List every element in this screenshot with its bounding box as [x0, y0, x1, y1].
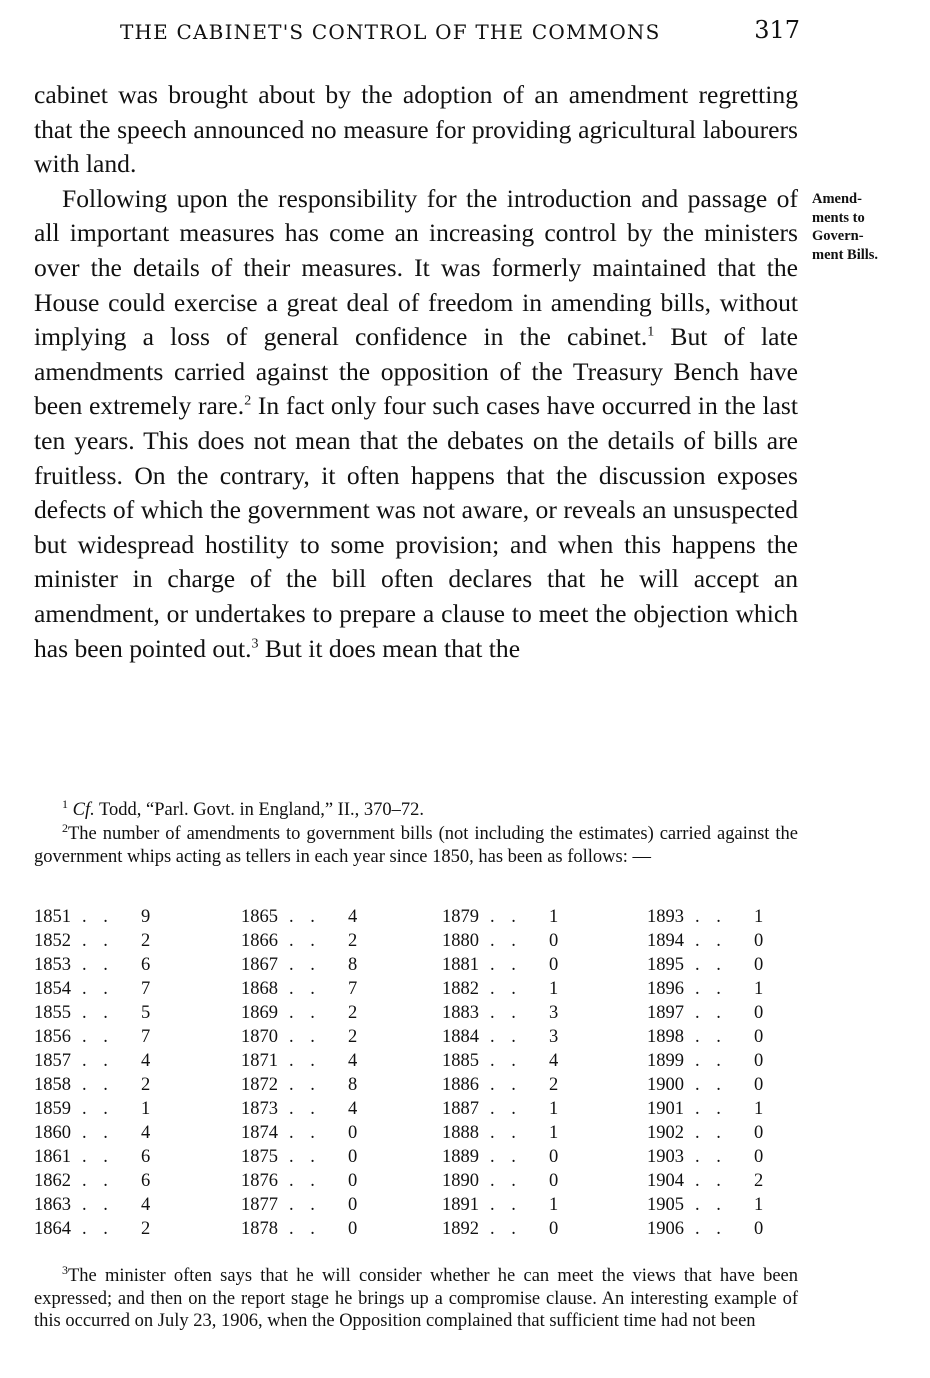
table-count: 0	[348, 1123, 358, 1143]
table-count: 2	[348, 1003, 358, 1023]
paragraph-amendments	[34, 182, 798, 666]
table-count: 2	[141, 1075, 151, 1095]
table-leader-dots: . .	[289, 1003, 321, 1023]
table-leader-dots: . .	[490, 1075, 522, 1095]
table-row	[442, 1169, 622, 1193]
table-count: 0	[754, 1075, 764, 1095]
table-count: 4	[141, 1051, 151, 1071]
amendments-table	[34, 905, 798, 1245]
table-row	[34, 905, 214, 929]
table-year: 1890	[442, 1171, 479, 1191]
table-year: 1866	[241, 931, 278, 951]
table-leader-dots: . .	[82, 1123, 114, 1143]
table-row	[34, 929, 214, 953]
table-count: 6	[141, 1171, 151, 1191]
table-row	[647, 1097, 827, 1121]
table-year: 1860	[34, 1123, 71, 1143]
table-year: 1861	[34, 1147, 71, 1167]
footnote-mark: 3	[62, 1262, 68, 1277]
table-leader-dots: . .	[289, 1147, 321, 1167]
table-leader-dots: . .	[490, 1027, 522, 1047]
table-year: 1852	[34, 931, 71, 951]
table-year: 1896	[647, 979, 684, 999]
paragraph-continued: cabinet was brought about by the adoption of an amendment regretting that the speech announced no measure for providing agricultural labourers with land.	[34, 80, 798, 179]
table-year: 1867	[241, 955, 278, 975]
table-count: 7	[348, 979, 358, 999]
table-count: 4	[348, 907, 358, 927]
table-leader-dots: . .	[289, 1123, 321, 1143]
paragraph-text: Following upon the responsibility for the introduction and passage of all important measures has come an increasing control by the ministers over the details of their measures. It was formerly maintained that the House could exercise a great deal of freedom in amending bills, without implying a loss of general confidence in the cabinet.	[34, 183, 798, 352]
table-year: 1875	[241, 1147, 278, 1167]
table-count: 8	[348, 955, 358, 975]
table-year: 1857	[34, 1051, 71, 1071]
table-leader-dots: . .	[490, 931, 522, 951]
table-count: 0	[754, 1147, 764, 1167]
table-count: 2	[549, 1075, 559, 1095]
table-row	[442, 1193, 622, 1217]
table-leader-dots: . .	[289, 955, 321, 975]
table-year: 1894	[647, 931, 684, 951]
table-year: 1892	[442, 1219, 479, 1239]
table-year: 1880	[442, 931, 479, 951]
footnote-ref-3: 3	[251, 635, 259, 651]
paragraph-text: In fact only four such cases have occurred in the last ten years. This does not mean that the debates on the details of bills are fruitless. On the contrary, it often happens that the discussion exposes defects of which the government was not aware, or reveals an unsuspected but widespread hostility to some provision; and when this happens the minister in charge of the bill often declares that he will accept an amendment, or undertakes to prepare a clause to meet the objection which has been pointed out.	[34, 391, 799, 663]
table-count: 0	[348, 1171, 358, 1191]
table-count: 1	[549, 979, 559, 999]
table-leader-dots: . .	[695, 1027, 727, 1047]
table-leader-dots: . .	[490, 1195, 522, 1215]
table-column	[241, 905, 421, 1241]
table-count: 4	[348, 1051, 358, 1071]
marginal-line: Govern-	[812, 228, 864, 244]
marginal-line: ment Bills.	[812, 246, 879, 263]
table-count: 1	[549, 1195, 559, 1215]
table-year: 1878	[241, 1219, 278, 1239]
table-leader-dots: . .	[695, 1003, 727, 1023]
table-count: 0	[754, 1027, 764, 1047]
table-leader-dots: . .	[82, 931, 114, 951]
table-year: 1868	[241, 979, 278, 999]
table-row	[442, 1145, 622, 1169]
table-year: 1886	[442, 1075, 479, 1095]
table-year: 1856	[34, 1027, 71, 1047]
table-row	[647, 1217, 827, 1241]
table-row	[647, 1073, 827, 1097]
table-year: 1903	[647, 1147, 684, 1167]
table-year: 1869	[241, 1003, 278, 1023]
footnote-text: The minister often says that he will consider whether he can meet the views that have been expressed; and then on the report stage he brings up a compromise clause. An interesting example of this occurred on July 23, 1906, when the Opposition complained that sufficient time had not been	[34, 1266, 798, 1331]
table-count: 0	[754, 1003, 764, 1023]
table-leader-dots: . .	[289, 1171, 321, 1191]
table-count: 0	[348, 1195, 358, 1215]
table-row	[647, 1145, 827, 1169]
table-year: 1897	[647, 1003, 684, 1023]
footnote-2	[34, 820, 798, 868]
table-count: 1	[754, 979, 764, 999]
table-count: 4	[549, 1051, 559, 1071]
table-row	[647, 1001, 827, 1025]
table-leader-dots: . .	[695, 1147, 727, 1167]
table-row	[442, 1073, 622, 1097]
table-count: 0	[549, 955, 559, 975]
table-leader-dots: . .	[695, 907, 727, 927]
table-year: 1870	[241, 1027, 278, 1047]
table-row	[442, 905, 622, 929]
table-year: 1859	[34, 1099, 71, 1119]
table-leader-dots: . .	[490, 1051, 522, 1071]
table-year: 1882	[442, 979, 479, 999]
table-year: 1902	[647, 1123, 684, 1143]
marginal-line: ments to	[812, 209, 865, 226]
paragraph-text: But it does mean that the	[258, 633, 521, 663]
table-year: 1872	[241, 1075, 278, 1095]
table-count: 0	[754, 1051, 764, 1071]
table-count: 1	[754, 1099, 764, 1119]
footnote-ref-1: 1	[647, 324, 655, 340]
table-row	[34, 953, 214, 977]
table-row	[647, 977, 827, 1001]
table-row	[647, 1025, 827, 1049]
table-year: 1853	[34, 955, 71, 975]
marginal-note	[812, 190, 928, 264]
footnote-1	[34, 796, 798, 822]
table-count: 2	[754, 1171, 764, 1191]
table-leader-dots: . .	[82, 907, 114, 927]
table-row	[241, 1073, 421, 1097]
marginal-line: Amend-	[812, 191, 862, 207]
table-row	[241, 977, 421, 1001]
table-year: 1904	[647, 1171, 684, 1191]
page-number: 317	[754, 16, 800, 44]
table-year: 1900	[647, 1075, 684, 1095]
table-year: 1873	[241, 1099, 278, 1119]
footnote-cf: Cf.	[72, 800, 95, 820]
table-count: 2	[348, 1027, 358, 1047]
table-year: 1858	[34, 1075, 71, 1095]
table-year: 1906	[647, 1219, 684, 1239]
table-year: 1883	[442, 1003, 479, 1023]
table-count: 0	[549, 931, 559, 951]
running-head: THE CABINET'S CONTROL OF THE COMMONS	[120, 20, 661, 44]
table-leader-dots: . .	[490, 1219, 522, 1239]
table-year: 1885	[442, 1051, 479, 1071]
table-row	[34, 1025, 214, 1049]
table-year: 1862	[34, 1171, 71, 1191]
table-row	[647, 1169, 827, 1193]
table-leader-dots: . .	[695, 1075, 727, 1095]
table-year: 1855	[34, 1003, 71, 1023]
table-leader-dots: . .	[695, 979, 727, 999]
table-leader-dots: . .	[82, 1075, 114, 1095]
table-year: 1876	[241, 1171, 278, 1191]
table-leader-dots: . .	[82, 1195, 114, 1215]
table-row	[647, 929, 827, 953]
body-text	[34, 78, 798, 666]
table-year: 1889	[442, 1147, 479, 1167]
table-leader-dots: . .	[82, 979, 114, 999]
table-leader-dots: . .	[695, 931, 727, 951]
table-row	[34, 977, 214, 1001]
table-leader-dots: . .	[490, 1171, 522, 1191]
table-row	[647, 1049, 827, 1073]
table-year: 1877	[241, 1195, 278, 1215]
table-leader-dots: . .	[490, 1003, 522, 1023]
table-leader-dots: . .	[82, 1099, 114, 1119]
table-leader-dots: . .	[695, 1099, 727, 1119]
table-count: 1	[549, 1123, 559, 1143]
table-leader-dots: . .	[289, 931, 321, 951]
table-count: 6	[141, 1147, 151, 1167]
table-year: 1887	[442, 1099, 479, 1119]
table-leader-dots: . .	[82, 1219, 114, 1239]
table-row	[647, 905, 827, 929]
table-count: 4	[141, 1195, 151, 1215]
table-row	[241, 1217, 421, 1241]
table-row	[241, 953, 421, 977]
table-leader-dots: . .	[695, 1195, 727, 1215]
table-row	[241, 1169, 421, 1193]
table-leader-dots: . .	[490, 907, 522, 927]
table-count: 4	[141, 1123, 151, 1143]
table-leader-dots: . .	[289, 1195, 321, 1215]
table-leader-dots: . .	[289, 1051, 321, 1071]
table-count: 0	[348, 1147, 358, 1167]
table-row	[442, 1049, 622, 1073]
table-row	[241, 1121, 421, 1145]
table-count: 0	[754, 955, 764, 975]
table-row	[34, 1121, 214, 1145]
footnote-text: The number of amendments to government bills (not including the estimates) carried against the government whips acting as tellers in each year since 1850, has been as follows: —	[34, 824, 798, 867]
table-leader-dots: . .	[490, 955, 522, 975]
table-leader-dots: . .	[695, 1123, 727, 1143]
footnote-mark: 2	[62, 820, 68, 835]
table-row	[647, 1193, 827, 1217]
table-column	[442, 905, 622, 1241]
table-leader-dots: . .	[695, 1051, 727, 1071]
table-leader-dots: . .	[289, 1027, 321, 1047]
table-leader-dots: . .	[490, 1123, 522, 1143]
table-year: 1854	[34, 979, 71, 999]
table-leader-dots: . .	[82, 955, 114, 975]
table-leader-dots: . .	[289, 1099, 321, 1119]
table-leader-dots: . .	[289, 1075, 321, 1095]
table-leader-dots: . .	[82, 1147, 114, 1167]
table-row	[241, 1049, 421, 1073]
table-count: 0	[754, 931, 764, 951]
page-header	[34, 14, 800, 50]
table-leader-dots: . .	[490, 979, 522, 999]
table-row	[442, 1121, 622, 1145]
table-row	[34, 1169, 214, 1193]
table-column	[34, 905, 214, 1241]
table-count: 1	[754, 1195, 764, 1215]
table-row	[442, 1097, 622, 1121]
table-year: 1865	[241, 907, 278, 927]
table-row	[241, 1097, 421, 1121]
table-count: 0	[549, 1171, 559, 1191]
footnote-mark: 1	[62, 796, 68, 811]
table-leader-dots: . .	[695, 1219, 727, 1239]
table-row	[647, 1121, 827, 1145]
table-count: 2	[141, 1219, 151, 1239]
table-year: 1884	[442, 1027, 479, 1047]
table-row	[241, 1025, 421, 1049]
paragraph-text: But of late amendments carried against the opposition of the Treasury Bench have been extremely rare.	[34, 322, 798, 421]
table-year: 1891	[442, 1195, 479, 1215]
footnote-ref-2: 2	[244, 393, 252, 409]
table-leader-dots: . .	[695, 955, 727, 975]
table-year: 1863	[34, 1195, 71, 1215]
table-count: 1	[754, 907, 764, 927]
table-year: 1899	[647, 1051, 684, 1071]
table-leader-dots: . .	[82, 1051, 114, 1071]
table-year: 1905	[647, 1195, 684, 1215]
table-leader-dots: . .	[490, 1147, 522, 1167]
table-row	[241, 1193, 421, 1217]
footnote-text: Todd, “Parl. Govt. in England,” II., 370–72.	[94, 800, 424, 820]
table-row	[241, 929, 421, 953]
table-row	[442, 977, 622, 1001]
table-row	[34, 1001, 214, 1025]
table-count: 2	[141, 931, 151, 951]
table-row	[442, 1217, 622, 1241]
table-row	[241, 1001, 421, 1025]
table-count: 4	[348, 1099, 358, 1119]
table-leader-dots: . .	[82, 1003, 114, 1023]
table-leader-dots: . .	[490, 1099, 522, 1119]
table-count: 1	[549, 1099, 559, 1119]
table-year: 1898	[647, 1027, 684, 1047]
table-count: 7	[141, 1027, 151, 1047]
table-year: 1895	[647, 955, 684, 975]
table-row	[442, 929, 622, 953]
table-count: 0	[754, 1219, 764, 1239]
table-year: 1871	[241, 1051, 278, 1071]
table-year: 1864	[34, 1219, 71, 1239]
table-count: 8	[348, 1075, 358, 1095]
table-count: 3	[549, 1003, 559, 1023]
table-count: 0	[549, 1219, 559, 1239]
table-year: 1874	[241, 1123, 278, 1143]
table-row	[647, 953, 827, 977]
table-leader-dots: . .	[289, 979, 321, 999]
table-year: 1879	[442, 907, 479, 927]
table-row	[34, 1097, 214, 1121]
table-row	[34, 1193, 214, 1217]
table-count: 1	[549, 907, 559, 927]
table-year: 1851	[34, 907, 71, 927]
table-leader-dots: . .	[82, 1027, 114, 1047]
table-row	[241, 905, 421, 929]
table-leader-dots: . .	[289, 1219, 321, 1239]
table-count: 3	[549, 1027, 559, 1047]
table-year: 1888	[442, 1123, 479, 1143]
table-row	[442, 1025, 622, 1049]
footnote-3	[34, 1262, 798, 1333]
table-row	[241, 1145, 421, 1169]
table-year: 1901	[647, 1099, 684, 1119]
table-count: 0	[754, 1123, 764, 1143]
table-count: 0	[348, 1219, 358, 1239]
table-count: 0	[549, 1147, 559, 1167]
table-year: 1893	[647, 907, 684, 927]
table-row	[442, 953, 622, 977]
table-count: 6	[141, 955, 151, 975]
table-year: 1881	[442, 955, 479, 975]
table-row	[34, 1217, 214, 1241]
table-count: 1	[141, 1099, 151, 1119]
table-row	[442, 1001, 622, 1025]
table-leader-dots: . .	[695, 1171, 727, 1191]
table-leader-dots: . .	[82, 1171, 114, 1191]
table-column	[647, 905, 827, 1241]
table-row	[34, 1145, 214, 1169]
table-leader-dots: . .	[289, 907, 321, 927]
table-count: 5	[141, 1003, 151, 1023]
table-count: 9	[141, 907, 151, 927]
table-row	[34, 1073, 214, 1097]
table-row	[34, 1049, 214, 1073]
table-count: 2	[348, 931, 358, 951]
table-count: 7	[141, 979, 151, 999]
